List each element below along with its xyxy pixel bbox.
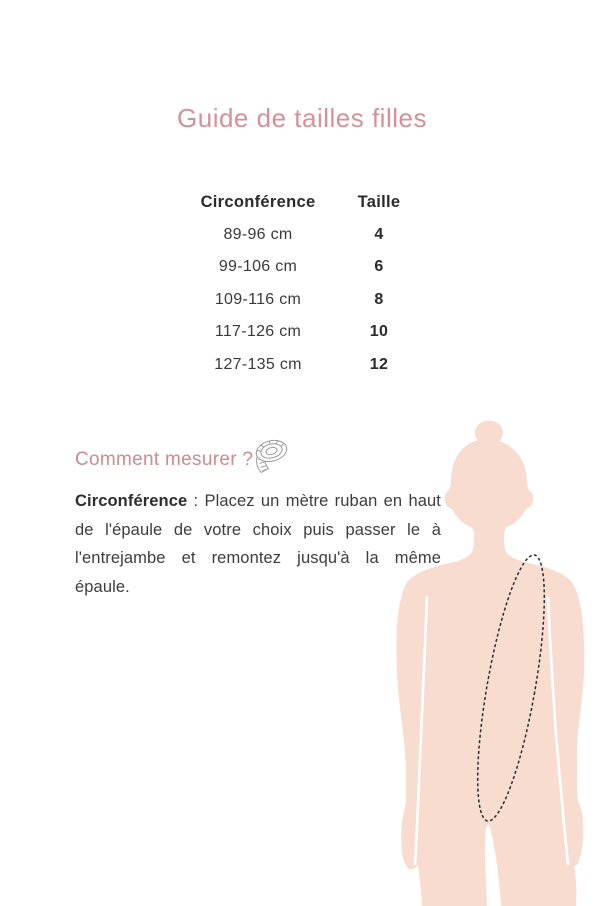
size-value: 8 xyxy=(374,290,384,308)
instruction-text: : Placez un mètre ruban en haut de l'épaule de votre choix puis passer le à l'entrejambe et remontez jusqu'à la même épaule. xyxy=(75,492,441,596)
column-header-circumference: Circonférence xyxy=(200,192,316,211)
measuring-tape-icon xyxy=(250,437,293,482)
size-value: 10 xyxy=(369,323,389,340)
table-row xyxy=(180,322,422,342)
table-header-row xyxy=(180,192,422,212)
how-to-measure-heading: Comment mesurer ? xyxy=(75,449,254,470)
size-value: 4 xyxy=(374,225,384,243)
size-value: 6 xyxy=(374,258,384,275)
circumference-value: 99-106 cm xyxy=(218,258,298,275)
table-row xyxy=(180,257,422,277)
table-row xyxy=(180,290,422,310)
column-header-size: Taille xyxy=(357,192,401,211)
circumference-value: 89-96 cm xyxy=(223,225,293,243)
table-row xyxy=(180,355,422,375)
size-value: 12 xyxy=(369,355,389,373)
circumference-value: 109-116 cm xyxy=(214,290,302,308)
page-title: Guide de tailles filles xyxy=(177,103,427,134)
table-row xyxy=(180,225,422,245)
instruction-term: Circonférence xyxy=(75,492,188,510)
girl-body-silhouette xyxy=(375,415,604,906)
circumference-value: 127-135 cm xyxy=(214,355,302,373)
circumference-value: 117-126 cm xyxy=(214,323,302,340)
size-table xyxy=(180,192,422,387)
